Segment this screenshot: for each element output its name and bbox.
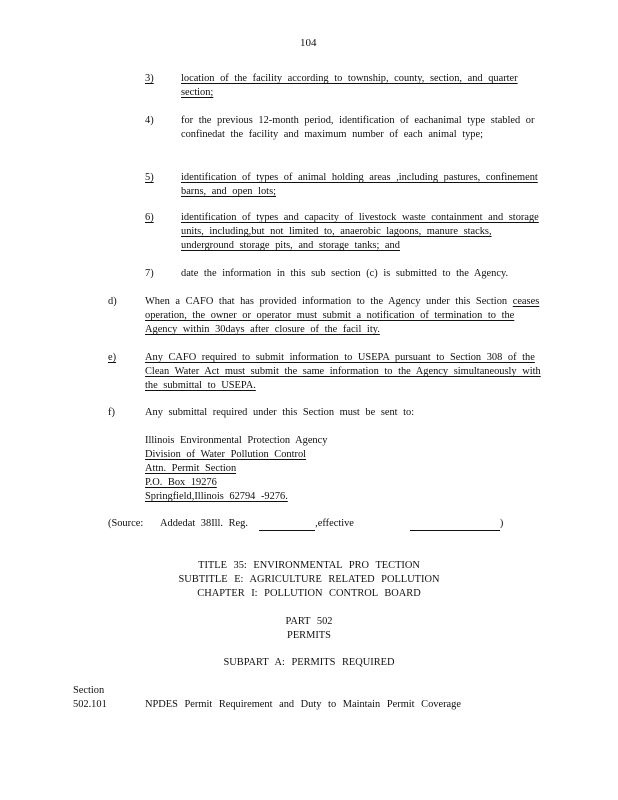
para-d-text [145,295,541,337]
item-6-label: 6) [145,212,154,223]
para-e-label: e) [108,352,117,363]
page-number: 104 [300,37,317,49]
para-d-label: d) [108,296,117,307]
source-note [108,517,503,531]
item-3-label: 3) [145,73,154,84]
para-e-text: Any CAFO required to submit information to USEPA pursuant to Section 308 of the Clean Water Act must submit the same information to the Agency simultaneously with the submittal to USEPA. [145,352,541,391]
item-7-label: 7) [145,268,154,279]
toc-section-header: Section [73,685,105,696]
register-blank [259,519,315,531]
item-3-text: location of the facility according to township, county, section, and quarter section; [181,73,518,98]
toc-section-title: NPDES Permit Requirement and Duty to Maintain Permit Coverage [145,699,461,710]
address-line-4: P.O. Box 19276 [145,477,217,488]
para-f-label: f) [108,407,115,418]
title-heading: TITLE 35: ENVIRONMENTAL PRO TECTION [198,560,420,571]
item-4-label: 4) [145,115,154,126]
address-line-3: Attn. Permit Section [145,463,237,474]
para-f-text: Any submittal required under this Section must be sent to: [145,407,415,418]
source-added: Addedat 38Ill. Reg. [160,518,248,529]
address-line-5: Springfield,Illinois 62794 -9276. [145,491,288,502]
subpart-heading: SUBPART A: PERMITS REQUIRED [223,657,395,668]
item-6-text: identification of types and capacity of livestock waste containment and storage units, including,but not limited to, anaerobic lagoons, manure stacks, underground storage pits, and storage tanks; and [181,212,539,251]
para-d-underlined: ceases operation, the owner or operator must submit a notification of termination to the Agency within 30days after closure of the facil ity. [145,296,540,335]
source-close: ) [499,518,504,529]
effective-date-blank [410,519,500,531]
source-open: (Source: [108,518,144,529]
part-name-heading: PERMITS [287,630,331,641]
source-effective: ,effective [315,518,354,529]
part-heading: PART 502 [285,616,333,627]
chapter-heading: CHAPTER I: POLLUTION CONTROL BOARD [197,588,421,599]
subtitle-heading: SUBTITLE E: AGRICULTURE RELATED POLLUTION [178,574,440,585]
item-4-text: for the previous 12-month period, identification of eachanimal type stabled or confinedat the facility and maximum number of each animal type; [181,115,535,140]
item-5-text: identification of types of animal holding areas ,including pastures, confinement barns, and open lots; [181,172,538,197]
address-line-2: Division of Water Pollution Control [145,449,307,460]
item-5-label: 5) [145,172,154,183]
toc-section-number: 502.101 [73,699,107,710]
para-d-plain: When a CAFO that has provided information to the Agency under this Section [145,296,508,307]
item-7-text: date the information in this sub section (c) is submitted to the Agency. [181,268,509,279]
address-line-1: Illinois Environmental Protection Agency [145,435,328,446]
